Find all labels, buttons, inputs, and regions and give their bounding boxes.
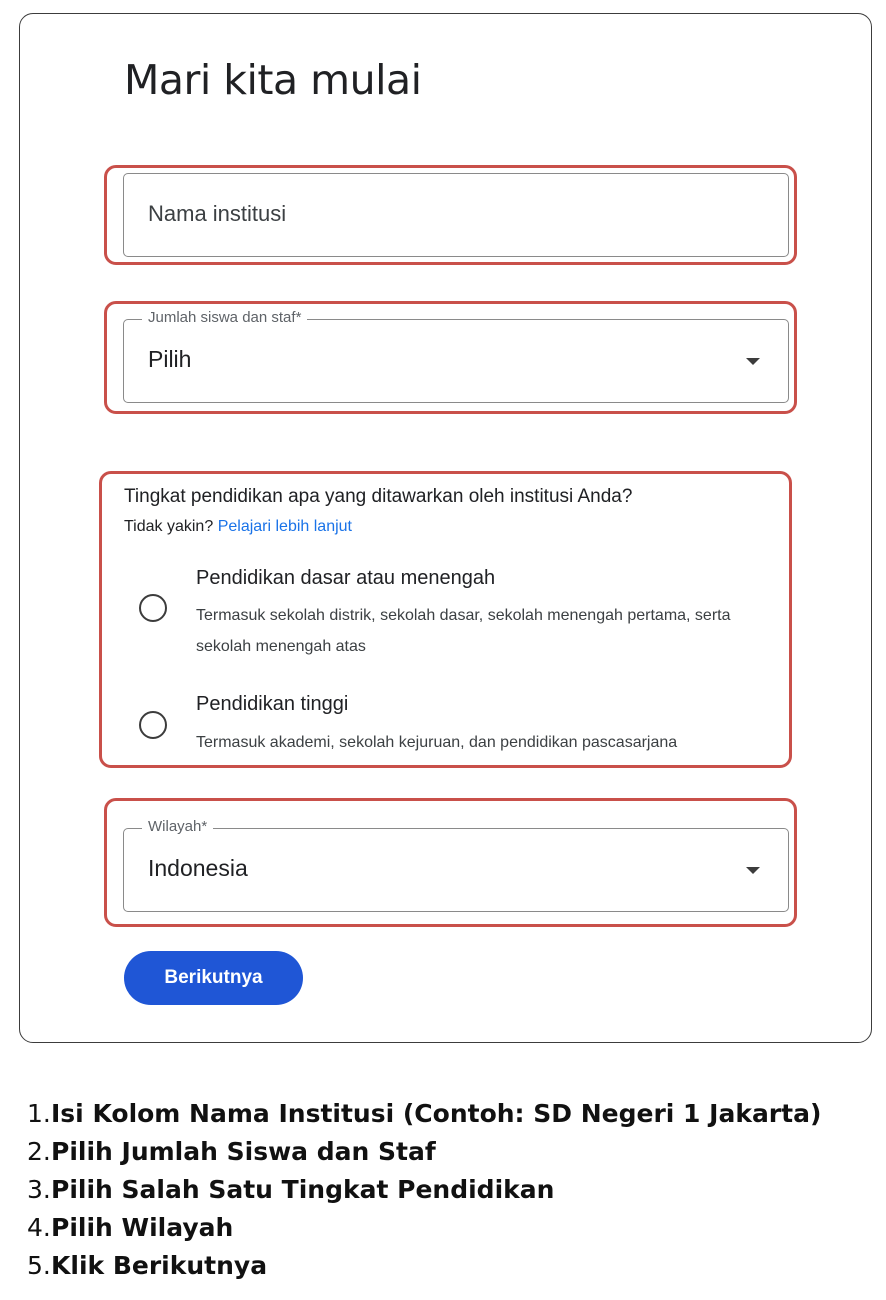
dropdown-arrow-icon: [746, 867, 760, 874]
region-label: Wilayah*: [142, 818, 213, 835]
instruction-number: 4.: [27, 1213, 51, 1242]
instruction-number: 3.: [27, 1175, 51, 1204]
region-select[interactable]: [123, 818, 789, 912]
instruction-list: [27, 1095, 821, 1285]
not-sure-text: [124, 518, 352, 536]
page-title: Mari kita mulai: [124, 56, 422, 104]
institution-name-placeholder: Nama institusi: [148, 201, 287, 226]
learn-more-link[interactable]: Pelajari lebih lanjut: [217, 518, 352, 535]
instruction-text: Pilih Jumlah Siswa dan Staf: [51, 1137, 436, 1166]
instruction-item: [27, 1247, 821, 1285]
radio-higher-education[interactable]: [139, 711, 167, 739]
student-staff-count-label: Jumlah siswa dan staf*: [142, 309, 307, 326]
instruction-text: Pilih Wilayah: [51, 1213, 234, 1242]
instruction-item: [27, 1133, 821, 1171]
instruction-number: 5.: [27, 1251, 51, 1280]
dropdown-arrow-icon: [746, 358, 760, 365]
next-button[interactable]: Berikutnya: [124, 951, 303, 1005]
option-primary-secondary-title[interactable]: Pendidikan dasar atau menengah: [196, 567, 496, 589]
instruction-text: Klik Berikutnya: [51, 1251, 268, 1280]
instruction-item: [27, 1209, 821, 1247]
institution-name-input[interactable]: [123, 173, 789, 257]
not-sure-label: Tidak yakin?: [124, 518, 214, 535]
option-higher-education-description: Termasuk akademi, sekolah kejuruan, dan pendidikan pascasarjana: [196, 734, 678, 751]
education-level-question: Tingkat pendidikan apa yang ditawarkan oleh institusi Anda?: [124, 486, 633, 507]
instruction-number: 1.: [27, 1099, 51, 1128]
instruction-text: Pilih Salah Satu Tingkat Pendidikan: [51, 1175, 555, 1204]
instruction-number: 2.: [27, 1137, 51, 1166]
instruction-item: [27, 1095, 821, 1133]
option-primary-secondary-description: Termasuk sekolah distrik, sekolah dasar, sekolah menengah pertama, serta sekolah menengah atas: [196, 607, 731, 655]
radio-primary-secondary[interactable]: [139, 594, 167, 622]
instruction-item: [27, 1171, 821, 1209]
region-value: Indonesia: [148, 855, 248, 881]
option-higher-education-title[interactable]: Pendidikan tinggi: [196, 693, 349, 715]
student-staff-count-select[interactable]: [123, 309, 789, 403]
student-staff-count-value: Pilih: [148, 346, 192, 372]
instruction-text: Isi Kolom Nama Institusi (Contoh: SD Negeri 1 Jakarta): [51, 1099, 822, 1128]
